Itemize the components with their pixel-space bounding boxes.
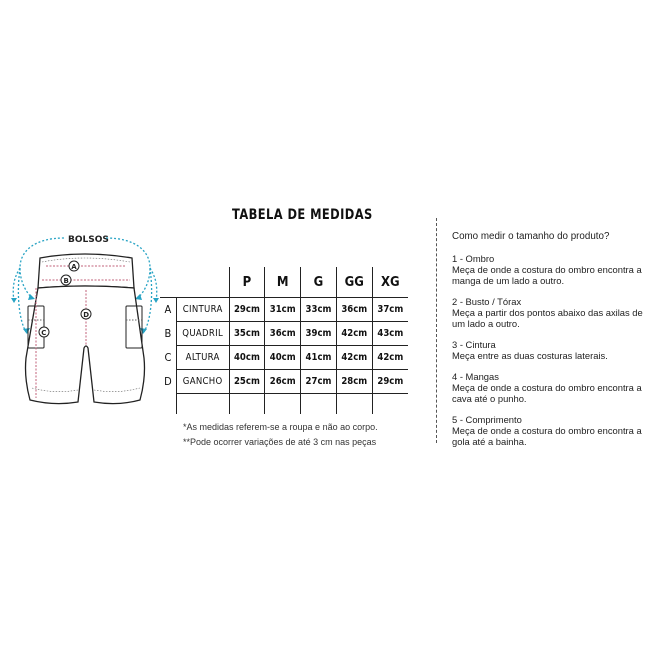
table-cell: 37cm <box>372 298 408 322</box>
guide-item-text: Meça a partir dos pontos abaixo das axilas de um lado a outro. <box>452 307 643 329</box>
table-cell: 41cm <box>301 346 337 370</box>
marker-b <box>61 275 71 285</box>
guide-item-text: Meça entre as duas costuras laterais. <box>452 350 608 361</box>
size-header: M <box>265 267 301 298</box>
guide-item <box>452 339 652 361</box>
row-name: CINTURA <box>176 298 229 322</box>
row-name: GANCHO <box>176 370 229 394</box>
table-row <box>160 346 408 370</box>
guide-item <box>452 371 652 404</box>
svg-text:C: C <box>41 329 47 337</box>
pockets-label: BOLSOS <box>68 235 109 245</box>
table-cell: 28cm <box>336 370 372 394</box>
table-spacer-row <box>160 394 408 415</box>
table-cell: 36cm <box>336 298 372 322</box>
svg-text:D: D <box>83 311 90 319</box>
marker-d <box>81 309 91 319</box>
table-row <box>160 298 408 322</box>
table-cell: 29cm <box>372 370 408 394</box>
guide-item-heading: 1 - Ombro <box>452 253 495 264</box>
size-header: GG <box>336 267 372 298</box>
table-cell: 43cm <box>372 322 408 346</box>
row-letter: D <box>164 375 172 388</box>
table-cell: 40cm <box>265 346 301 370</box>
guide-item-text: Meça de onde a costura do ombro encontra a gola até a bainha. <box>452 425 642 447</box>
guide-item <box>452 296 652 329</box>
size-header: P <box>229 267 265 298</box>
table-cell: 42cm <box>336 322 372 346</box>
note-measures: *As medidas referem-se a roupa e não ao corpo. <box>183 422 378 432</box>
row-name: ALTURA <box>176 346 229 370</box>
size-table <box>160 267 408 414</box>
guide-item-text: Meça de onde a costura do ombro encontra a cava até o punho. <box>452 382 642 404</box>
guide-item <box>452 253 652 286</box>
table-cell: 25cm <box>229 370 265 394</box>
table-cell: 26cm <box>265 370 301 394</box>
guide-item <box>452 414 652 447</box>
table-cell: 42cm <box>336 346 372 370</box>
column-divider <box>436 218 437 443</box>
table-cell: 40cm <box>229 346 265 370</box>
shorts-illustration <box>6 228 166 413</box>
row-letter: A <box>164 303 172 317</box>
svg-text:B: B <box>63 277 69 285</box>
table-cell: 31cm <box>265 298 301 322</box>
table-cell: 39cm <box>301 322 337 346</box>
table-cell: 29cm <box>229 298 265 322</box>
size-header: G <box>301 267 337 298</box>
shorts-diagram <box>6 228 166 418</box>
table-cell: 33cm <box>301 298 337 322</box>
guide-item-heading: 5 - Comprimento <box>452 414 522 425</box>
note-variation: **Pode ocorrer variações de até 3 cm nas peças <box>183 437 377 447</box>
table-cell: 27cm <box>301 370 337 394</box>
table-header-row <box>160 267 408 298</box>
table-row <box>160 370 408 394</box>
size-header: XG <box>372 267 408 298</box>
guide-item-text: Meça de onde a costura do ombro encontra a manga de um lado a outro. <box>452 264 642 286</box>
marker-a <box>69 261 79 271</box>
guide-item-heading: 2 - Busto / Tórax <box>452 296 522 307</box>
page-title: TABELA DE MEDIDAS <box>232 207 373 223</box>
marker-c <box>39 327 49 337</box>
guide-item-heading: 4 - Mangas <box>452 371 499 382</box>
measure-guide <box>452 231 652 457</box>
guide-title: Como medir o tamanho do produto? <box>452 231 610 242</box>
table-row <box>160 322 408 346</box>
row-letter: C <box>164 351 172 364</box>
table-cell: 35cm <box>229 322 265 346</box>
guide-item-heading: 3 - Cintura <box>452 339 496 350</box>
svg-text:A: A <box>71 263 77 271</box>
table-cell: 42cm <box>372 346 408 370</box>
row-letter: B <box>164 327 172 340</box>
row-name: QUADRIL <box>176 322 229 346</box>
table-cell: 36cm <box>265 322 301 346</box>
